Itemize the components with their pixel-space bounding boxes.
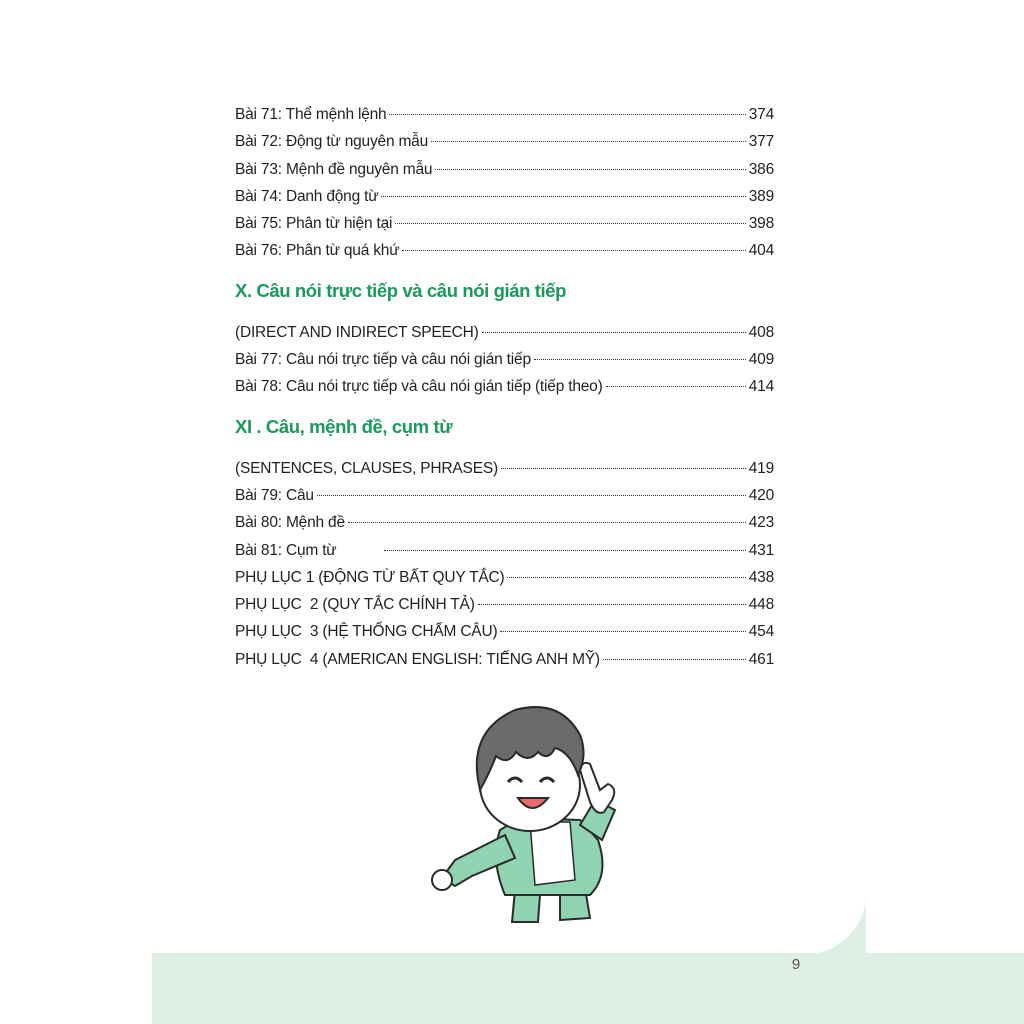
cartoon-boy-illustration: [420, 690, 650, 930]
dot-leader: [431, 141, 746, 142]
dot-leader: [606, 386, 746, 387]
dot-leader: [507, 577, 745, 578]
toc-entry-page: 454: [748, 623, 774, 641]
dot-leader: [381, 196, 745, 197]
dot-leader: [603, 659, 746, 660]
dot-leader: [500, 631, 745, 632]
toc-entry-page: 398: [748, 215, 774, 233]
toc-entry[interactable]: [235, 319, 774, 346]
dot-leader: [395, 223, 745, 224]
toc-entry[interactable]: [235, 346, 774, 373]
toc-entry-title: Bài 78: Câu nói trực tiếp và câu nói gián tiếp (tiếp theo): [235, 378, 603, 396]
toc-entry-page: 377: [748, 133, 774, 151]
dot-leader: [389, 114, 745, 115]
dot-leader: [435, 169, 745, 170]
toc-entry-page: 431: [748, 541, 774, 559]
toc-entry-title: Bài 74: Danh động từ: [235, 187, 379, 205]
toc-entry-title: PHỤ LỤC 4 (AMERICAN ENGLISH: TIẾNG ANH MỸ): [235, 650, 600, 668]
dot-leader: [534, 359, 746, 360]
toc-entry-title: Bài 77: Câu nói trực tiếp và câu nói gián tiếp: [235, 351, 531, 369]
table-of-contents: [235, 101, 774, 673]
dot-leader: [482, 332, 746, 333]
toc-entry-title: (DIRECT AND INDIRECT SPEECH): [235, 323, 479, 341]
dot-leader: [384, 550, 745, 551]
toc-entry-page: 419: [748, 459, 774, 477]
toc-entry[interactable]: [235, 537, 774, 564]
toc-entry-title: (SENTENCES, CLAUSES, PHRASES): [235, 459, 498, 477]
boy-left-fist: [432, 870, 452, 890]
toc-entry-page: 414: [748, 378, 774, 396]
toc-entry-title: Bài 79: Câu: [235, 486, 314, 504]
toc-entry-title: Bài 71: Thể mệnh lệnh: [235, 106, 387, 123]
toc-entry[interactable]: [235, 482, 774, 509]
section-heading-xi: XI . Câu, mệnh đề, cụm từ: [235, 415, 453, 437]
toc-entry[interactable]: [235, 128, 774, 155]
toc-entry[interactable]: [235, 509, 774, 536]
toc-entry-title: PHỤ LỤC 1 (ĐỘNG TỪ BẤT QUY TẮC): [235, 568, 505, 586]
toc-entry-title: PHỤ LỤC 2 (QUY TẮC CHÍNH TẢ): [235, 596, 475, 614]
toc-entry[interactable]: [235, 591, 774, 618]
toc-entry[interactable]: [235, 237, 774, 264]
dot-leader: [501, 468, 746, 469]
toc-entry-page: 404: [748, 242, 774, 260]
toc-entry-title: Bài 76: Phân từ quá khứ: [235, 242, 400, 260]
toc-entry[interactable]: [235, 373, 774, 400]
footer-band: [152, 953, 1024, 1024]
boy-pointing-hand: [580, 763, 614, 813]
toc-group-lessons: [235, 101, 774, 265]
dot-leader: [478, 604, 746, 605]
toc-entry-page: 438: [748, 568, 774, 586]
toc-entry[interactable]: [235, 455, 774, 482]
toc-entry-page: 374: [748, 106, 774, 123]
page-number: 9: [791, 956, 801, 973]
toc-entry[interactable]: [235, 646, 774, 673]
toc-entry[interactable]: [235, 618, 774, 645]
toc-entry[interactable]: [235, 101, 774, 128]
toc-entry-title: PHỤ LỤC 3 (HỆ THỐNG CHẤM CÂU): [235, 623, 498, 641]
dot-leader: [402, 250, 745, 251]
toc-entry[interactable]: [235, 156, 774, 183]
toc-entry-title: Bài 75: Phân từ hiện tại: [235, 215, 393, 233]
toc-entry-page: 448: [748, 596, 774, 614]
toc-entry-page: 409: [748, 351, 774, 369]
toc-entry-page: 408: [748, 323, 774, 341]
toc-entry-title: Bài 81: Cụm từ: [235, 541, 337, 559]
toc-entry-page: 423: [748, 514, 774, 532]
toc-entry-page: 420: [748, 486, 774, 504]
toc-entry-page: 389: [748, 187, 774, 205]
toc-entry-page: 461: [748, 650, 774, 668]
dot-leader: [348, 522, 746, 523]
toc-entry[interactable]: [235, 210, 774, 237]
toc-entry-title: Bài 73: Mệnh đề nguyên mẫu: [235, 160, 433, 178]
section-heading-x: X. Câu nói trực tiếp và câu nói gián tiếp: [235, 279, 567, 301]
dot-leader: [317, 495, 746, 496]
toc-group-sentences: [235, 455, 774, 673]
toc-group-speech: [235, 319, 774, 401]
toc-entry[interactable]: [235, 564, 774, 591]
page-corner-decoration: [770, 880, 866, 954]
toc-entry-page: 386: [748, 160, 774, 178]
toc-entry[interactable]: [235, 183, 774, 210]
toc-entry-title: Bài 72: Động từ nguyên mẫu: [235, 133, 429, 151]
toc-entry-title: Bài 80: Mệnh đề: [235, 514, 345, 532]
